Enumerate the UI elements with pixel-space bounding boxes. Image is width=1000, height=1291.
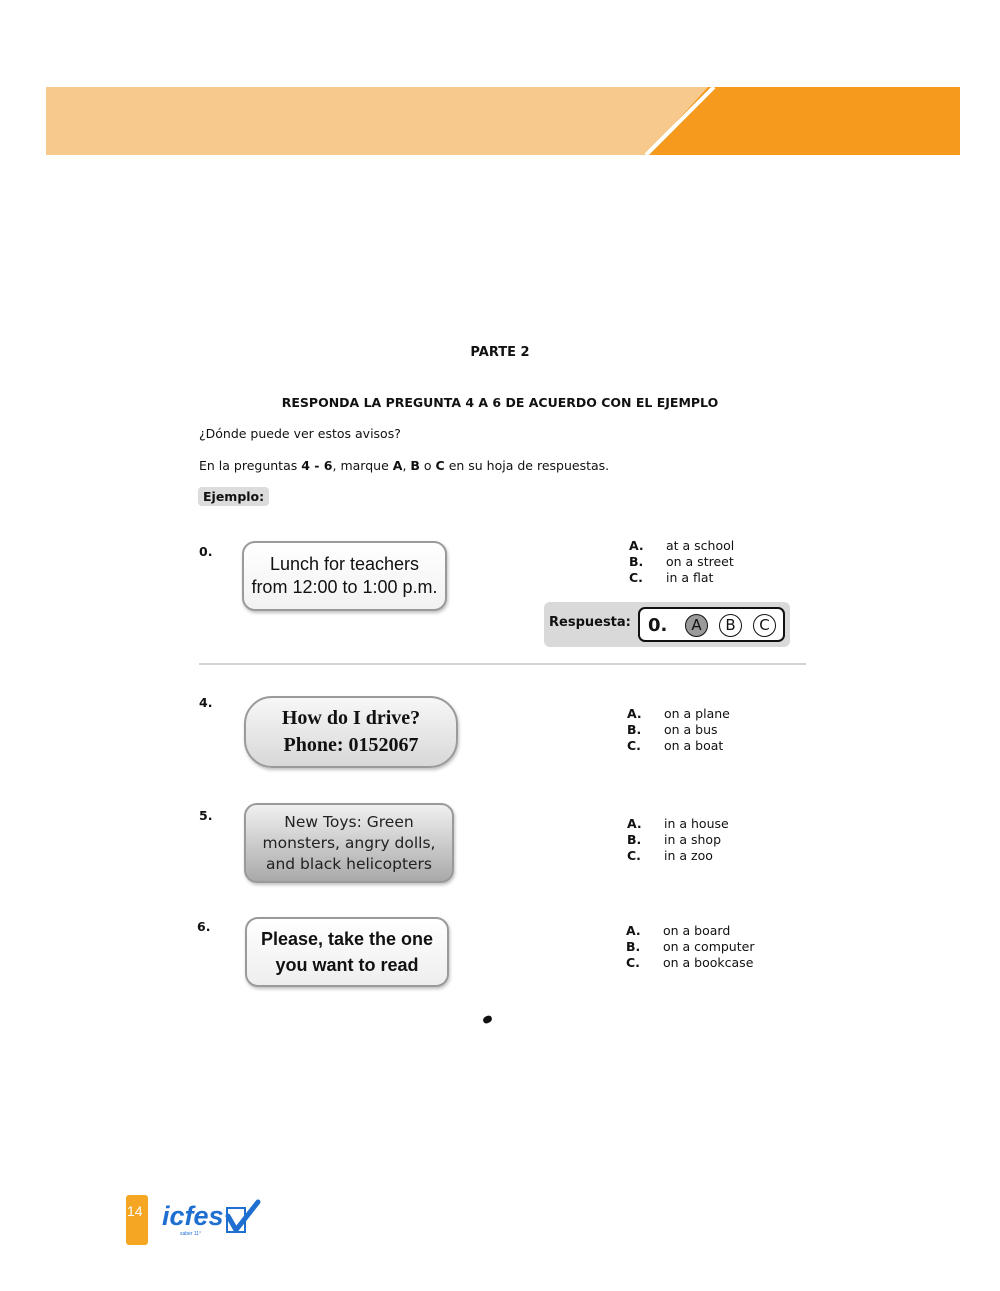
option-letter: C. bbox=[627, 848, 641, 863]
answer-sheet-box bbox=[638, 607, 785, 642]
answer-label: Respuesta: bbox=[549, 615, 631, 630]
answer-bubble-a: A bbox=[685, 614, 708, 637]
answer-bubble-c: C bbox=[753, 614, 776, 637]
option-letter: B. bbox=[627, 832, 642, 847]
section-divider bbox=[199, 663, 806, 665]
notice-sign bbox=[244, 696, 458, 768]
notice-text: How do I drive? Phone: 0152067 bbox=[281, 707, 421, 756]
option-row bbox=[629, 570, 734, 586]
question-number: 4. bbox=[199, 695, 213, 710]
option-text: at a school bbox=[666, 538, 735, 553]
answer-number: 0. bbox=[648, 615, 668, 636]
option-row bbox=[629, 538, 734, 554]
answer-options bbox=[627, 706, 730, 754]
notice-text: Lunch for teachers from 12:00 to 1:00 p.m. bbox=[251, 554, 438, 597]
answer-options bbox=[626, 923, 754, 971]
instruction-title: RESPONDA LA PREGUNTA 4 A 6 DE ACUERDO CON EL EJEMPLO bbox=[281, 395, 719, 410]
option-text: on a boat bbox=[664, 738, 724, 753]
icfes-logo-subtitle: saber 11° bbox=[180, 1231, 202, 1237]
option-letter: A. bbox=[627, 816, 642, 831]
option-letter: C. bbox=[629, 570, 643, 585]
option-row bbox=[626, 923, 754, 939]
option-row bbox=[627, 722, 730, 738]
option-text: on a computer bbox=[663, 939, 755, 954]
option-row bbox=[627, 706, 730, 722]
option-text: on a street bbox=[666, 554, 734, 569]
instruction-text: En la preguntas 4 - 6, marque A, B o C en su hoja de respuestas. bbox=[199, 458, 610, 473]
option-text: on a bus bbox=[664, 722, 718, 737]
option-text: on a board bbox=[663, 923, 731, 938]
answer-bubble-b: B bbox=[719, 614, 742, 637]
notice-text: Please, take the one you want to read bbox=[260, 929, 434, 975]
option-row bbox=[627, 738, 730, 754]
part-title: PARTE 2 bbox=[470, 345, 530, 360]
option-letter: A. bbox=[626, 923, 641, 938]
option-letter: B. bbox=[626, 939, 641, 954]
notice-sign bbox=[242, 541, 447, 611]
option-text: in a flat bbox=[666, 570, 714, 585]
option-letter: C. bbox=[626, 955, 640, 970]
option-text: in a zoo bbox=[664, 848, 713, 863]
answer-options bbox=[627, 816, 729, 864]
header-banner bbox=[46, 87, 960, 155]
option-row bbox=[627, 816, 729, 832]
option-row bbox=[627, 832, 729, 848]
notice-sign bbox=[245, 917, 449, 987]
option-letter: B. bbox=[627, 722, 642, 737]
ink-mark bbox=[482, 1015, 493, 1025]
option-text: on a bookcase bbox=[663, 955, 754, 970]
option-row bbox=[626, 939, 754, 955]
page-number: 14 bbox=[127, 1203, 143, 1219]
question-number: 6. bbox=[197, 919, 211, 934]
question-number: 5. bbox=[199, 808, 213, 823]
option-letter: A. bbox=[629, 538, 644, 553]
notice-sign bbox=[244, 803, 454, 883]
option-text: in a house bbox=[664, 816, 729, 831]
option-text: on a plane bbox=[664, 706, 730, 721]
option-letter: A. bbox=[627, 706, 642, 721]
icfes-logo: icfes bbox=[162, 1201, 224, 1231]
option-letter: C. bbox=[627, 738, 641, 753]
question-text: ¿Dónde puede ver estos avisos? bbox=[199, 426, 401, 441]
example-label: Ejemplo: bbox=[198, 487, 269, 506]
option-text: in a shop bbox=[664, 832, 722, 847]
option-row bbox=[626, 955, 754, 971]
option-row bbox=[627, 848, 729, 864]
answer-options bbox=[629, 538, 734, 586]
option-row bbox=[629, 554, 734, 570]
notice-text: New Toys: Green monsters, angry dolls, and black helicopters bbox=[262, 812, 436, 873]
question-number: 0. bbox=[199, 544, 213, 559]
answer-panel bbox=[544, 602, 790, 647]
checkmark-icon bbox=[222, 1198, 262, 1238]
option-letter: B. bbox=[629, 554, 644, 569]
